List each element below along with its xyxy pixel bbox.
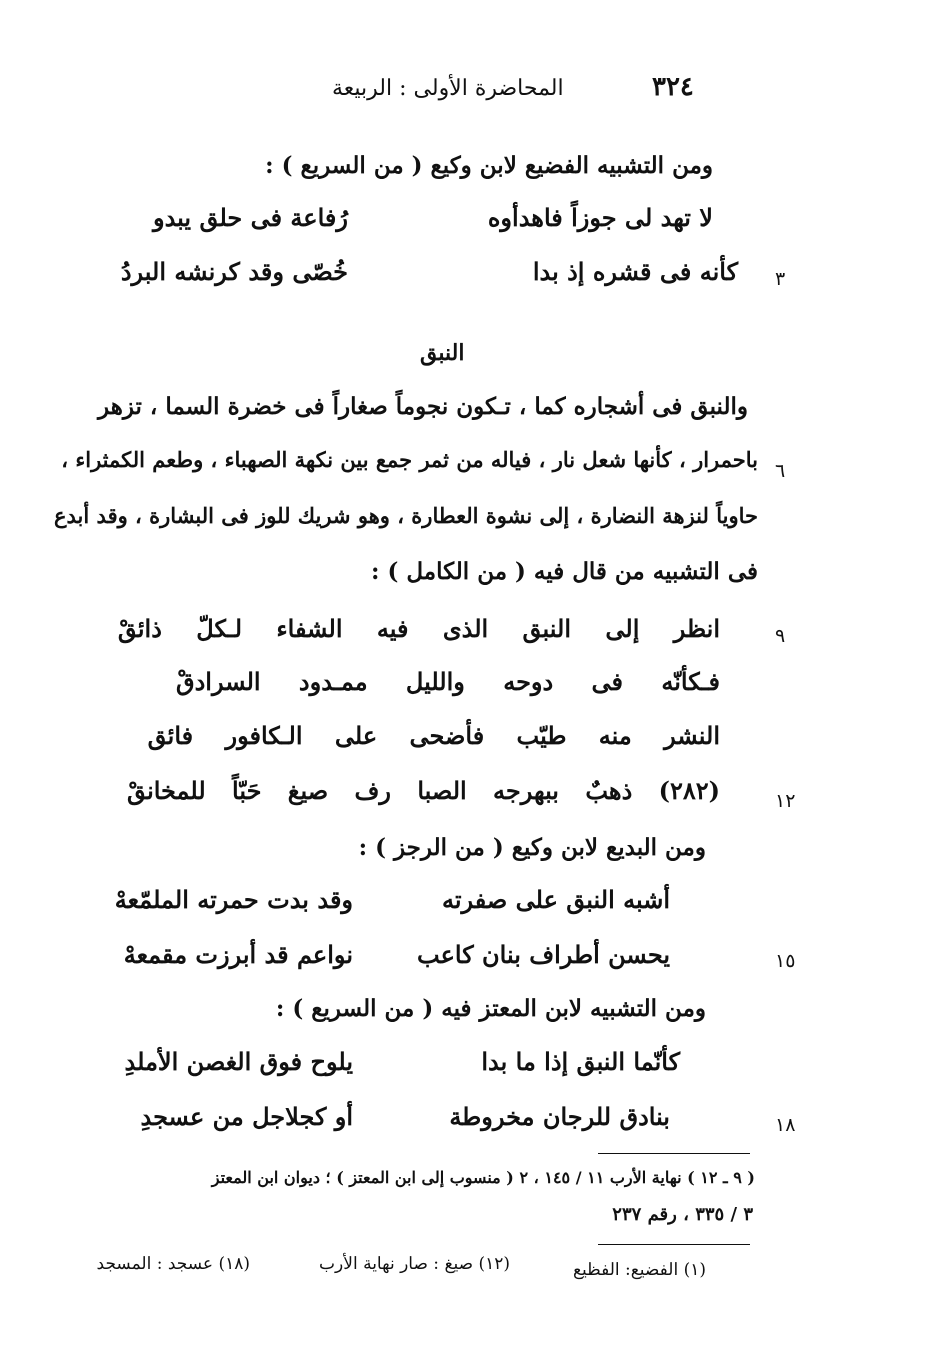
- line-number: ٣: [775, 268, 786, 290]
- footnote-divider: [598, 1244, 750, 1245]
- verse-hemistich-second: خُصّى وقد كرنشه البردُ: [120, 257, 348, 286]
- verse-hemistich-second: وقد بدت حمرته الملمّعهْ: [114, 885, 353, 914]
- footnote-divider: [598, 1153, 750, 1154]
- verse-hemistich-first: كأنّما النبق إذا ما بدا: [481, 1047, 680, 1076]
- verse-hemistich-first: أشبه النبق على صفرته: [441, 885, 670, 914]
- footnote-variant: (١) الفضيع: الفظيع: [573, 1260, 706, 1280]
- paragraph-line: فى التشبيه من قال فيه ( من الكامل ) :: [370, 558, 758, 585]
- footnote-source-line: ٣ / ٣٣٥ ، رقم ٢٣٧: [612, 1204, 753, 1225]
- section-intro-badee: ومن البديع لابن وكيع ( من الرجز ) :: [358, 834, 706, 861]
- footnote-source-line: ( ٩ ـ ١٢ ) نهاية الأرب ١١ / ١٤٥ ، ٢ ( منسوب إلى ابن المعتز ) ؛ ديوان ابن المعتز: [211, 1168, 755, 1187]
- line-number: ٩: [775, 625, 786, 647]
- verse-hemistich-second: رُفاعة فى حلق يبدو: [152, 203, 348, 232]
- verse-line: انظر إلى النبق الذى فيه الشفاء لـكلّ ذائقْ: [117, 614, 720, 643]
- verse-line: النشر منه طيّب فأضحى على الـكافور فائق: [147, 721, 720, 750]
- verse-hemistich-first: يحسن أطراف بنان كاعب: [417, 940, 670, 969]
- verse-line: فـكأنّه فى دوحه والليل ممـدود السرادقْ: [175, 667, 720, 696]
- paragraph-line: باحمرار ، كأنها شعل نار ، فياله من ثمر جمع بين نكهة الصهباء ، وطعم الكمثراء ،: [61, 447, 758, 472]
- paragraph-line: حاوياً لنزهة النضارة ، إلى نشوة العطارة ، وهو شريك للوز فى البشارة ، وقد أبدع: [54, 503, 758, 528]
- verse-hemistich-second: نواعم قد أبرزت مقمعهْ: [123, 940, 353, 969]
- page-number: ٣٢٤: [652, 72, 694, 102]
- line-number: ٦: [775, 460, 786, 482]
- verse-line: (٢٨٢) ذهبٌ ببهرجه الصبا رف صيغ حَبّاً للمخانقْ: [127, 776, 720, 805]
- footnote-variant: (١٢) صيغ : صار نهاية الأرب: [319, 1254, 510, 1274]
- line-number: ١٥: [775, 950, 796, 972]
- section-heading-nabq: النبق: [420, 340, 465, 366]
- line-number: ١٨: [775, 1114, 796, 1136]
- running-title: المحاضرة الأولى : الربيعة: [332, 76, 564, 101]
- section-intro-ibn-mutazz: ومن التشبيه لابن المعتز فيه ( من السريع ) :: [275, 995, 706, 1022]
- verse-hemistich-second: أو كجلاجل من عسجدِ: [140, 1102, 353, 1131]
- verse-hemistich-second: يلوح فوق الغصن الأملدِ: [124, 1047, 353, 1076]
- verse-hemistich-first: بنادق للرجان مخروطة: [449, 1102, 670, 1131]
- verse-hemistich-first: كأنه فى قشره إذ بدا: [532, 257, 738, 286]
- section-intro-ibn-wakee: ومن التشبيه الفضيع لابن وكيع ( من السريع ) :: [265, 152, 713, 179]
- verse-hemistich-first: لا تهد لى جوزاً فاهدأوه: [487, 203, 713, 232]
- paragraph-line: والنبق فى أشجاره كما ، تـكون نجوماً صغاراً فى خضرة السما ، تزهر: [98, 393, 748, 420]
- footnote-variant: (١٨) عسجد : المسجد: [96, 1254, 250, 1274]
- line-number: ١٢: [775, 790, 796, 812]
